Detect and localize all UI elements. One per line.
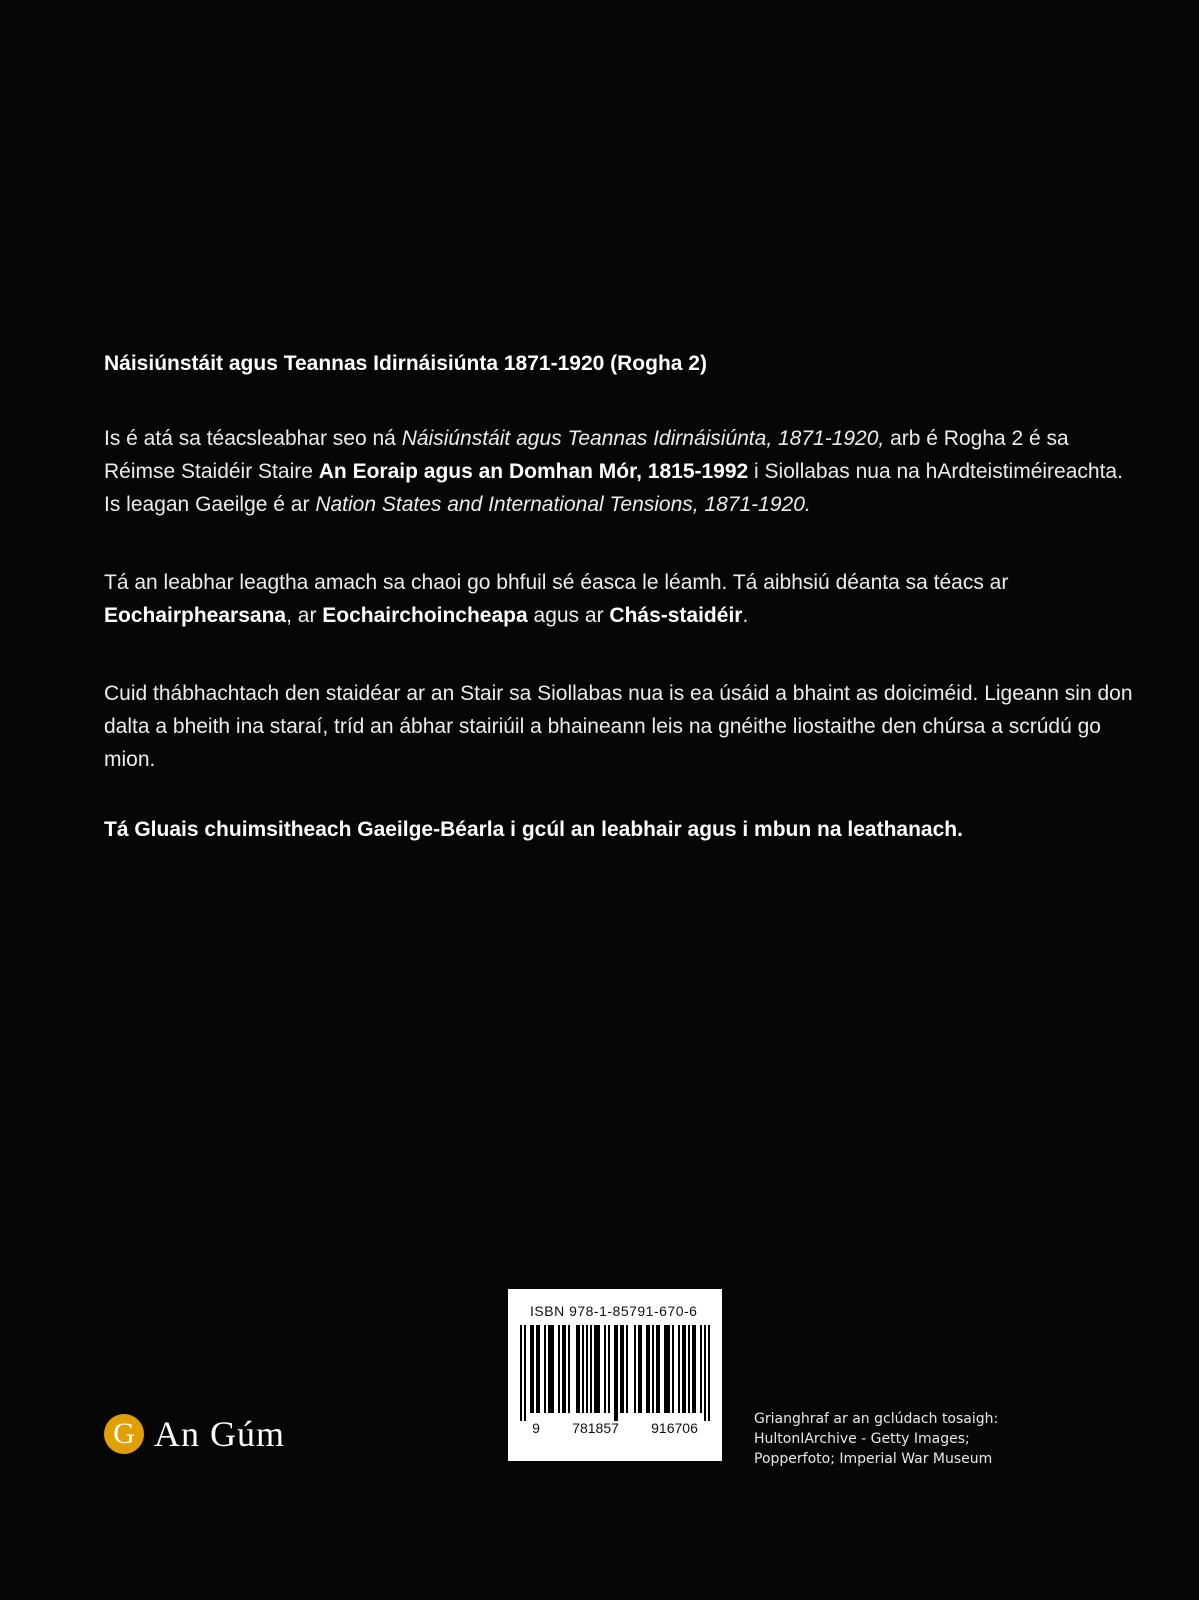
highlight-term: Eochairchoincheapa	[322, 604, 528, 627]
barcode-bar	[700, 1325, 702, 1413]
barcode-bar	[658, 1325, 660, 1413]
text-run: i Siollabas nua na hArdteistiméireachta. Is leagan Gaeilge é ar	[104, 460, 1123, 516]
barcode-bar	[666, 1325, 668, 1413]
barcode-bar	[640, 1325, 642, 1413]
barcode-bar	[616, 1325, 618, 1421]
barcode-bar	[626, 1325, 628, 1413]
barcode-bar	[652, 1325, 654, 1413]
barcode-bar	[614, 1325, 616, 1421]
barcode-bar	[576, 1325, 578, 1413]
highlight-term: Chás-staidéir	[609, 604, 743, 627]
description-paragraph-1	[104, 422, 1144, 521]
barcode-bar	[564, 1325, 566, 1413]
barcode-bar	[668, 1325, 670, 1413]
barcode-bar	[620, 1325, 622, 1413]
barcode-bar	[586, 1325, 588, 1413]
publisher-logo	[104, 1413, 285, 1455]
barcode-bar	[524, 1325, 526, 1421]
barcode-bar	[532, 1325, 534, 1413]
isbn-barcode-box	[508, 1289, 722, 1461]
barcode-bar	[548, 1325, 550, 1413]
barcode-bar	[634, 1325, 636, 1413]
barcode-bar	[604, 1325, 606, 1413]
barcode-bar	[678, 1325, 680, 1413]
barcode-bar	[656, 1325, 658, 1413]
text-run: , ar	[286, 604, 323, 627]
text-run: arb é Rogha 2 é sa Réimse Staidéir Staire	[104, 427, 1069, 483]
barcode-bar	[692, 1325, 694, 1413]
barcode-bar	[596, 1325, 598, 1413]
publisher-name-an: An	[154, 1414, 200, 1454]
barcode-bar	[520, 1325, 522, 1421]
book-title: Náisiúnstáit agus Teannas Idirnáisiúnta 1871-1920 (Rogha 2)	[104, 352, 707, 375]
publisher-mark-icon: G	[104, 1414, 144, 1454]
barcode-bar	[568, 1325, 570, 1413]
barcode-bar	[550, 1325, 552, 1413]
barcode-bar	[590, 1325, 592, 1413]
barcode-bar	[646, 1325, 648, 1413]
barcode-digit-group: 916706	[651, 1420, 698, 1436]
book-title-english: Nation States and International Tensions, 1871-1920.	[315, 493, 811, 516]
barcode-digit-group: 9	[532, 1420, 540, 1436]
study-field-name: An Eoraip agus an Domhan Mór, 1815-1992	[318, 460, 749, 483]
barcode-bar	[608, 1325, 610, 1413]
barcode-bar	[562, 1325, 564, 1413]
barcode-bar	[638, 1325, 640, 1413]
credit-line: HultonIArchive - Getty Images;	[754, 1431, 970, 1447]
barcode-bar	[704, 1325, 706, 1421]
publisher-name	[154, 1413, 285, 1455]
credit-line: Popperfoto; Imperial War Museum	[754, 1451, 993, 1467]
barcode-bar	[622, 1325, 624, 1413]
barcode-bar	[598, 1325, 600, 1413]
barcode-bar	[708, 1325, 710, 1421]
barcode-bar	[538, 1325, 540, 1413]
barcode-digit-group: 781857	[572, 1420, 619, 1436]
text-run: Tá an leabhar leagtha amach sa chaoi go bhfuil sé éasca le léamh. Tá aibhsiú déanta sa téacs ar	[104, 571, 1009, 594]
isbn-label: ISBN 978-1-85791-670-6	[530, 1303, 698, 1319]
barcode-bar	[582, 1325, 584, 1413]
barcode-digits	[508, 1420, 722, 1436]
publisher-name-gum: Gúm	[210, 1414, 285, 1454]
book-title-irish: Náisiúnstáit agus Teannas Idirnáisiúnta, 1871-1920,	[401, 427, 885, 450]
text-run: agus ar	[527, 604, 610, 627]
barcode-bar	[594, 1325, 596, 1413]
barcode-bar	[544, 1325, 546, 1413]
barcode-bar	[684, 1325, 686, 1413]
barcode-bar	[536, 1325, 538, 1413]
barcode-bar	[558, 1325, 560, 1413]
barcode-bar	[664, 1325, 666, 1413]
barcode-bar	[552, 1325, 554, 1413]
photo-credits	[754, 1409, 998, 1469]
barcode-bar	[672, 1325, 674, 1413]
barcode-bar	[694, 1325, 696, 1413]
text-run: Is é atá sa téacsleabhar seo ná	[104, 427, 402, 450]
highlight-term: Eochairphearsana	[104, 604, 287, 627]
description-paragraph-2	[104, 566, 1144, 632]
barcode-bar	[530, 1325, 532, 1413]
barcode-bar	[648, 1325, 650, 1413]
glossary-note: Tá Gluais chuimsitheach Gaeilge-Béarla i gcúl an leabhair agus i mbun na leathanach.	[104, 818, 963, 841]
description-paragraph-3: Cuid thábhachtach den staidéar ar an Stair sa Siollabas nua is ea úsáid a bhaint as doiciméid. Ligeann sin don dalta a bheith ina staraí, tríd an ábhar stairiúil a bhaineann leis na gnéithe liostaithe den chúrsa a scrúdú go mion.	[104, 682, 1133, 771]
barcode-bar	[578, 1325, 580, 1413]
credit-line: Grianghraf ar an gclúdach tosaigh:	[754, 1411, 999, 1427]
barcode-icon	[512, 1325, 718, 1421]
barcode-bar	[688, 1325, 690, 1413]
barcode-bar	[682, 1325, 684, 1413]
text-run: .	[742, 604, 749, 627]
